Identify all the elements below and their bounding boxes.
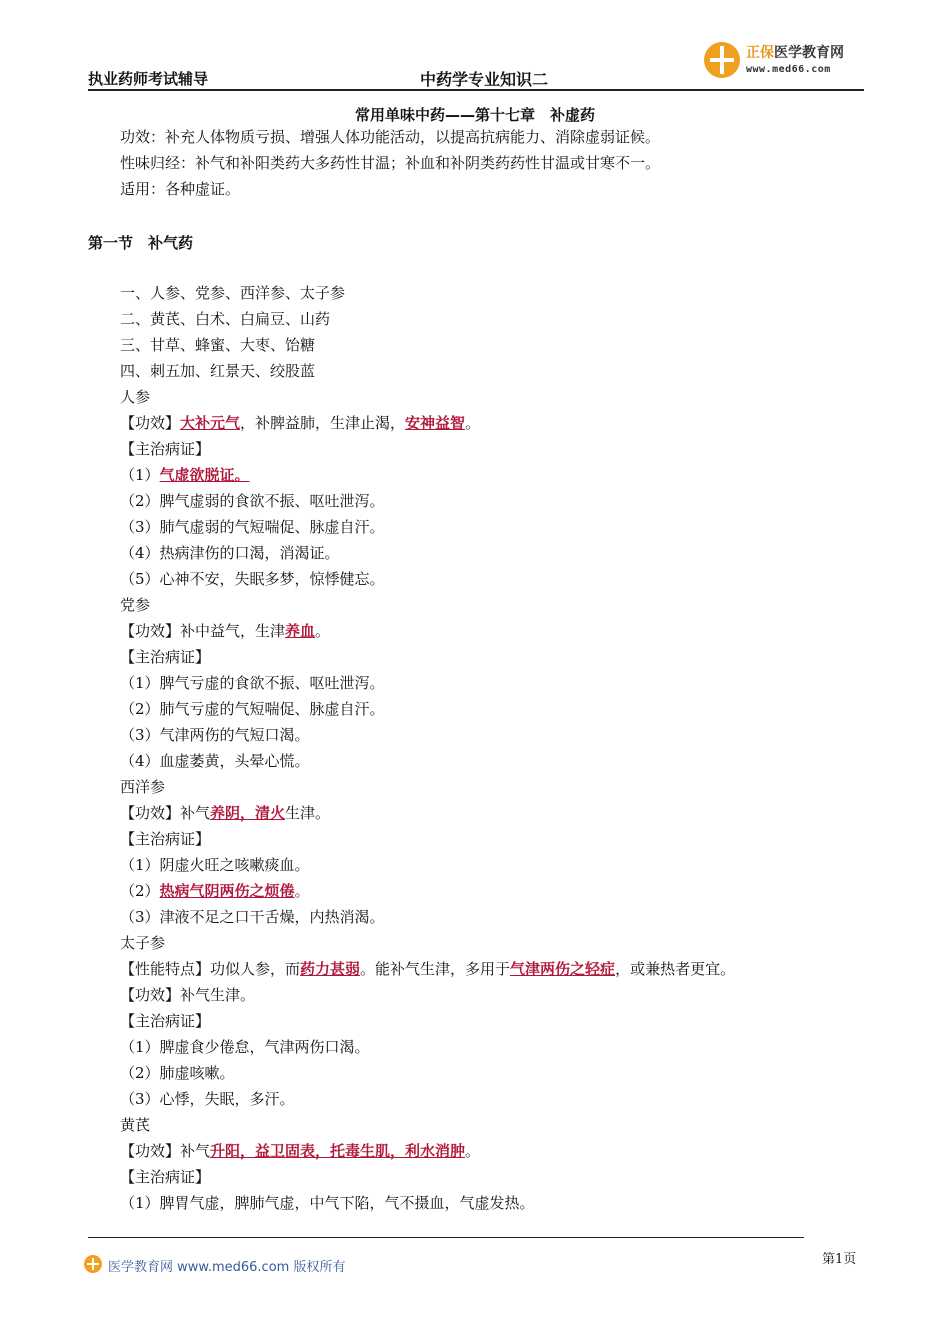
highlight-text: 大补元气 [180, 414, 241, 432]
logo-icon [704, 42, 740, 78]
footer-logo-icon [84, 1255, 102, 1273]
herb-name: 人参 [120, 388, 151, 406]
indication-heading: 【主治病证】 [120, 830, 211, 848]
efficacy-line: 【功效】补气生津。 [120, 986, 256, 1004]
highlight-text: 养血 [285, 622, 316, 640]
logo-brand-text: 正保医学教育网 [746, 45, 844, 61]
indication-item: （2）肺虚咳嗽。 [120, 1064, 235, 1082]
indication-item: （3）肺气虚弱的气短喘促、脉虚自汗。 [120, 518, 385, 536]
herb-group: 四、刺五加、红景天、绞股蓝 [120, 362, 316, 380]
footer-divider [88, 1237, 804, 1238]
feature-line: 【性能特点】功似人参，而药力甚弱。能补气生津，多用于气津两伤之轻症，或兼热者更宜。 [120, 960, 736, 978]
indication-item: （1）脾气亏虚的食欲不振、呕吐泄泻。 [120, 674, 385, 692]
intro-line: 性味归经：补气和补阳类药大多药性甘温；补血和补阴类药药性甘温或甘寒不一。 [120, 154, 661, 172]
herb-name: 黄芪 [120, 1116, 151, 1134]
highlight-text: 药力甚弱 [300, 960, 361, 978]
indication-item: （2）脾气虚弱的食欲不振、呕吐泄泻。 [120, 492, 385, 510]
herb-name: 太子参 [120, 934, 166, 952]
highlight-text: 安神益智 [405, 414, 466, 432]
efficacy-line: 【功效】补气养阴，清火生津。 [120, 804, 331, 822]
highlight-text: 养阴，清火 [210, 804, 286, 822]
herb-name: 党参 [120, 596, 151, 614]
brand-logo[interactable] [704, 42, 864, 84]
intro-line: 适用：各种虚证。 [120, 180, 241, 198]
herb-name: 西洋参 [120, 778, 166, 796]
herb-group: 三、甘草、蜂蜜、大枣、饴糖 [120, 336, 316, 354]
highlight-text: 气虚欲脱证。 [159, 466, 250, 484]
indication-heading: 【主治病证】 [120, 440, 211, 458]
efficacy-line: 【功效】补中益气，生津养血。 [120, 622, 331, 640]
indication-item: （3）心悸，失眠，多汗。 [120, 1090, 295, 1108]
page-number: 第1页 [822, 1252, 857, 1267]
highlight-text: 升阳，益卫固表，托毒生肌，利水消肿 [210, 1142, 466, 1160]
indication-item: （5）心神不安，失眠多梦，惊悸健忘。 [120, 570, 385, 588]
herb-group: 二、黄芪、白术、白扁豆、山药 [120, 310, 331, 328]
logo-url: www.med66.com [746, 64, 831, 75]
indication-item: （1）脾虚食少倦怠，气津两伤口渴。 [120, 1038, 370, 1056]
indication-item: （1）脾胃气虚，脾肺气虚，中气下陷，气不摄血，气虚发热。 [120, 1194, 535, 1212]
indication-item: （2）热病气阴两伤之烦倦。 [120, 882, 310, 900]
indication-heading: 【主治病证】 [120, 1168, 211, 1186]
footer-copyright[interactable]: 医学教育网 www.med66.com 版权所有 [108, 1260, 346, 1275]
efficacy-line: 【功效】补气升阳，益卫固表，托毒生肌，利水消肿。 [120, 1142, 481, 1160]
section-title: 第一节 补气药 [88, 234, 194, 252]
indication-item: （2）肺气亏虚的气短喘促、脉虚自汗。 [120, 700, 385, 718]
herb-group: 一、人参、党参、西洋参、太子参 [120, 284, 346, 302]
indication-item: （1）阴虚火旺之咳嗽痰血。 [120, 856, 310, 874]
header-center-title: 中药学专业知识二 [420, 70, 549, 89]
indication-item: （3）津液不足之口干舌燥，内热消渴。 [120, 908, 385, 926]
indication-item: （3）气津两伤的气短口渴。 [120, 726, 310, 744]
header-divider [88, 89, 864, 91]
header-left-title: 执业药师考试辅导 [88, 70, 209, 88]
intro-line: 功效：补充人体物质亏损、增强人体功能活动，以提高抗病能力、消除虚弱证候。 [120, 128, 661, 146]
indication-item: （4）血虚萎黄，头晕心慌。 [120, 752, 310, 770]
page-header [88, 40, 864, 92]
indication-item: （1）气虚欲脱证。 [120, 466, 250, 484]
efficacy-line: 【功效】大补元气，补脾益肺，生津止渴，安神益智。 [120, 414, 481, 432]
indication-heading: 【主治病证】 [120, 648, 211, 666]
highlight-text: 气津两伤之轻症 [510, 960, 616, 978]
indication-item: （4）热病津伤的口渴，消渴证。 [120, 544, 340, 562]
chapter-title: 常用单味中药——第十七章 补虚药 [354, 106, 595, 124]
highlight-text: 热病气阴两伤之烦倦 [159, 882, 295, 900]
indication-heading: 【主治病证】 [120, 1012, 211, 1030]
